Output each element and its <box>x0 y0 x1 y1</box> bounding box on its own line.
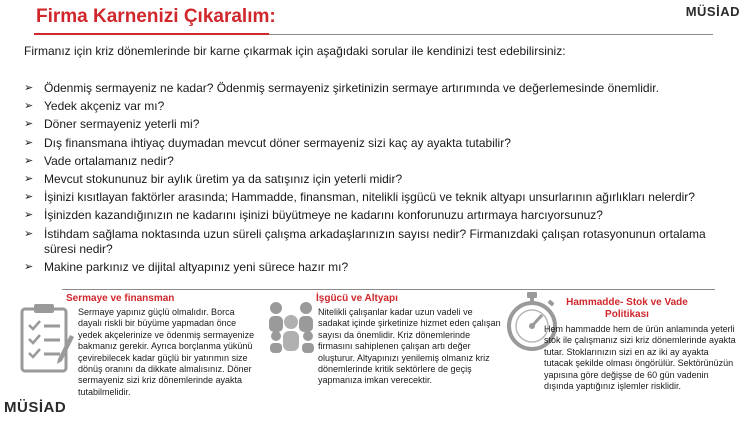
arrow-bullet-icon: ➢ <box>24 191 34 204</box>
question-item <box>24 99 724 115</box>
team-icon <box>262 296 324 356</box>
arrow-bullet-icon: ➢ <box>24 227 34 240</box>
arrow-bullet-icon: ➢ <box>24 100 34 113</box>
page-title: Firma Karnenizi Çıkaralım: <box>36 6 276 27</box>
title-divider <box>269 34 713 35</box>
question-item <box>24 81 724 97</box>
intro-text: Firmanız için kriz dönemlerinde bir karne çıkarmak için aşağıdaki sorular ile kendinizi test edebilirsiniz: <box>24 44 566 58</box>
arrow-bullet-icon: ➢ <box>24 154 34 167</box>
question-item <box>24 136 724 152</box>
arrow-bullet-icon: ➢ <box>24 136 34 149</box>
question-text: Mevcut stokununuz bir aylık üretim ya da satışınız için yeterli midir? <box>44 171 403 186</box>
checklist-icon <box>18 301 76 377</box>
arrow-bullet-icon: ➢ <box>24 209 34 222</box>
question-item <box>24 117 724 133</box>
arrow-bullet-icon: ➢ <box>24 172 34 185</box>
column-title-workforce: İşgücü ve Altyapı <box>316 293 398 304</box>
question-item <box>24 208 724 224</box>
column-text-workforce: Nitelikli çalışanlar kadar uzun vadeli ve sadakat içinde şirketinize hizmet eden çalışan sayısı da önemlidir. Kriz dönemlerinde firmasını sahiplenen çalışan artı değer oluşturur. Altyapınızı yenilemiş olmanız kriz dönemlerinde kritik sektörlere de geçiş yapmanıza imkan verecektir. <box>318 307 501 386</box>
column-text-capital: Sermaye yapınız güçlü olmalıdır. Borca dayalı riskli bir büyüme yapmadan önce yedek akçelerinize ve ödenmiş sermayenize bakmanız gerekir. Ayrıca borçlanma yükünü çevirebilecek kadar güçlü bir yatırımın size dönüş oranını da dikkate almalısınız. Döner sermayeniz sizi kriz dönemlerinde ayakta tutabilmelidir. <box>78 307 255 397</box>
section-divider <box>62 289 715 290</box>
question-text: Döner sermayeniz yeterli mi? <box>44 117 200 132</box>
question-text: Ödenmiş sermayeniz ne kadar? Ödenmiş sermayeniz şirketinizin sermaye artırımında ve değerlemesinde önemlidir. <box>44 81 659 95</box>
question-text: Makine parkınız ve dijital altyapınız yeni sürece hazır mı? <box>44 260 349 275</box>
question-text: İstihdam sağlama noktasında uzun süreli çalışma arkadaşlarınızın sayısı nedir? Firmanızdaki çalışan rotasyonunun ortalama süresi nedir? <box>44 226 706 257</box>
column-title-stock: Hammadde- Stok ve Vade Politikası <box>566 297 688 320</box>
logo-text: MÜSİAD <box>4 399 67 416</box>
arrow-bullet-icon: ➢ <box>24 118 34 131</box>
question-text: Dış finansmana ihtiyaç duymadan mevcut döner sermayeniz sizi kaç ay ayakta tutabilir? <box>44 135 511 150</box>
brand-logo-bottom <box>4 399 66 416</box>
question-list <box>24 81 724 278</box>
question-item <box>24 154 724 170</box>
question-text: İşinizden kazandığınızın ne kadarını işinizi büyütmeye ne kadarını konforunuzu artırmaya harcıyorsunuz? <box>44 208 603 223</box>
question-text: Yedek akçeniz var mı? <box>44 99 165 114</box>
question-text: İşinizi kısıtlayan faktörler arasında; Hammadde, finansman, nitelikli işgücü ve teknik altyapı unsurlarının ağırlıkları nelerdir? <box>44 190 695 205</box>
question-item <box>24 260 724 276</box>
column-text-stock: Hem hammadde hem de ürün anlamında yeterli stok ile çalışmanız sizi kriz dönemlerinde ayakta tutar. Stoklarınızın sizi en az iki ay ayakta tutacak şekilde olması öngörülür. Sektörünüzün yapısına göre değişse de 60 gün vadenin dışında yaptığınız işlemler risklidir. <box>544 324 736 392</box>
question-item <box>24 227 724 258</box>
brand-logo-top <box>686 4 740 19</box>
arrow-bullet-icon: ➢ <box>24 261 34 274</box>
title-underline <box>34 33 269 35</box>
question-text: Vade ortalamanız nedir? <box>44 153 174 168</box>
logo-text: MÜSİAD <box>685 4 740 19</box>
question-item <box>24 172 724 188</box>
question-item <box>24 190 724 206</box>
column-title-capital: Sermaye ve finansman <box>66 293 175 304</box>
arrow-bullet-icon: ➢ <box>24 82 34 94</box>
